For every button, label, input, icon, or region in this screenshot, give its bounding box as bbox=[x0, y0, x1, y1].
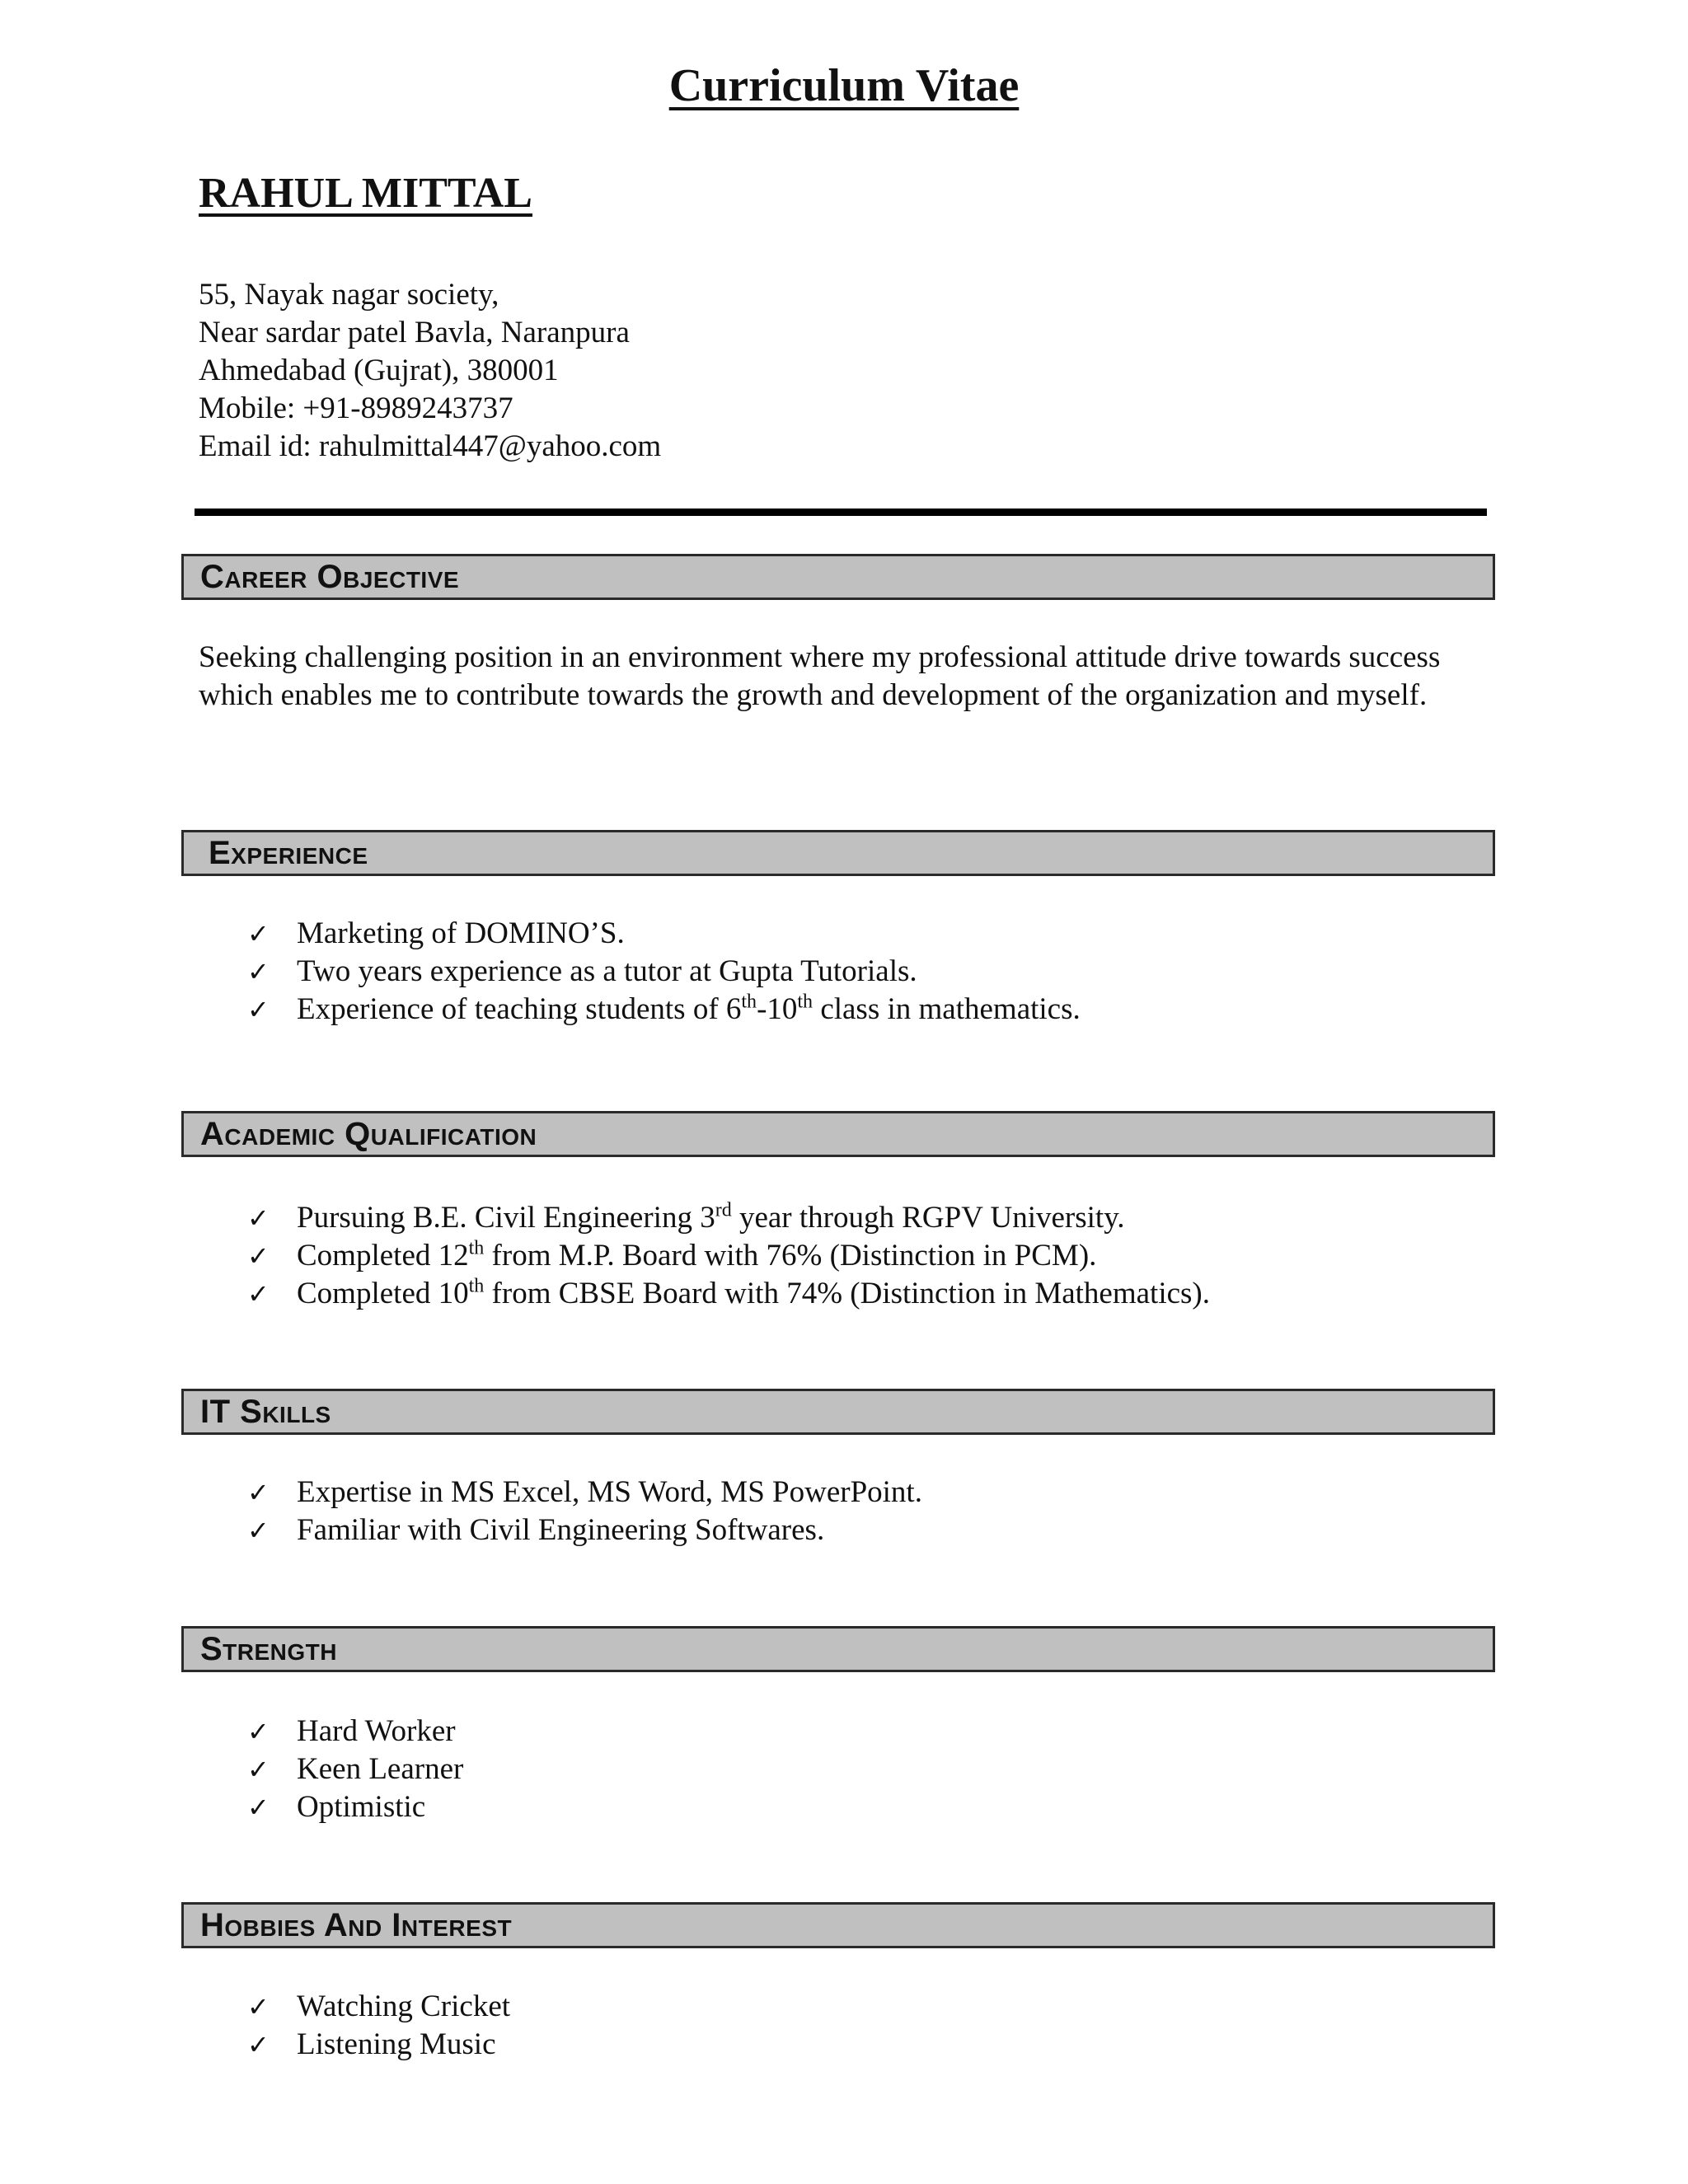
document-title: Curriculum Vitae bbox=[668, 60, 1020, 111]
list-item: ✓ Completed 12th from M.P. Board with 76% (Distinction in PCM). bbox=[247, 1237, 1210, 1275]
checkmark-icon: ✓ bbox=[247, 956, 270, 987]
list-item: ✓ Completed 10th from CBSE Board with 74% (Distinction in Mathematics). bbox=[247, 1275, 1210, 1313]
checkmark-icon: ✓ bbox=[247, 1792, 270, 1823]
checkmark-icon: ✓ bbox=[247, 1278, 270, 1310]
list-item: ✓ Two years experience as a tutor at Gupta Tutorials. bbox=[247, 953, 1081, 991]
section-header-strength: Strength bbox=[181, 1626, 1495, 1672]
career-objective-text: Seeking challenging position in an environment where my professional attitude drive towards success which enables me to contribute towards the growth and development of the organization and myself. bbox=[199, 640, 1441, 712]
checkmark-icon: ✓ bbox=[247, 2029, 270, 2060]
list-item: ✓ Expertise in MS Excel, MS Word, MS PowerPoint. bbox=[247, 1474, 922, 1511]
mobile-line: Mobile: +91-8989243737 bbox=[199, 391, 513, 425]
checkmark-icon: ✓ bbox=[247, 1716, 270, 1747]
section-header-career-objective: Career Objective bbox=[181, 554, 1495, 600]
it-skills-list bbox=[247, 1474, 922, 1549]
academic-list bbox=[247, 1199, 1210, 1313]
checkmark-icon: ✓ bbox=[247, 1515, 270, 1546]
checkmark-icon: ✓ bbox=[247, 1754, 270, 1785]
section-header-it-skills: IT Skills bbox=[181, 1389, 1495, 1435]
address-line: Near sardar patel Bavla, Naranpura bbox=[199, 316, 630, 349]
address-line: Ahmedabad (Gujrat), 380001 bbox=[199, 354, 559, 387]
strength-list bbox=[247, 1713, 463, 1826]
checkmark-icon: ✓ bbox=[247, 1991, 270, 2022]
checkmark-icon: ✓ bbox=[247, 918, 270, 949]
experience-list bbox=[247, 915, 1081, 1029]
checkmark-icon: ✓ bbox=[247, 1240, 270, 1272]
list-item: ✓ Keen Learner bbox=[247, 1750, 463, 1788]
contact-address bbox=[199, 276, 661, 466]
section-header-hobbies: Hobbies And Interest bbox=[181, 1902, 1495, 1948]
applicant-name: RAHUL MITTAL bbox=[199, 170, 532, 217]
hobbies-list bbox=[247, 1988, 510, 2064]
list-item: ✓ Hard Worker bbox=[247, 1713, 463, 1750]
list-item: ✓ Listening Music bbox=[247, 2026, 510, 2064]
list-item: ✓ Pursuing B.E. Civil Engineering 3rd year through RGPV University. bbox=[247, 1199, 1210, 1237]
email-line: Email id: rahulmittal447@yahoo.com bbox=[199, 429, 662, 463]
checkmark-icon: ✓ bbox=[247, 1477, 270, 1508]
address-line: 55, Nayak nagar society, bbox=[199, 278, 499, 312]
list-item: ✓ Familiar with Civil Engineering Softwares. bbox=[247, 1511, 922, 1549]
list-item: ✓ Optimistic bbox=[247, 1788, 463, 1826]
checkmark-icon: ✓ bbox=[247, 1202, 270, 1234]
header-divider bbox=[195, 509, 1487, 516]
checkmark-icon: ✓ bbox=[247, 994, 270, 1025]
section-header-academic-qualification: Academic Qualification bbox=[181, 1111, 1495, 1157]
section-header-experience: Experience bbox=[181, 830, 1495, 876]
list-item: ✓ Experience of teaching students of 6th-10th class in mathematics. bbox=[247, 991, 1081, 1029]
list-item: ✓ Marketing of DOMINO’S. bbox=[247, 915, 1081, 953]
list-item: ✓ Watching Cricket bbox=[247, 1988, 510, 2026]
